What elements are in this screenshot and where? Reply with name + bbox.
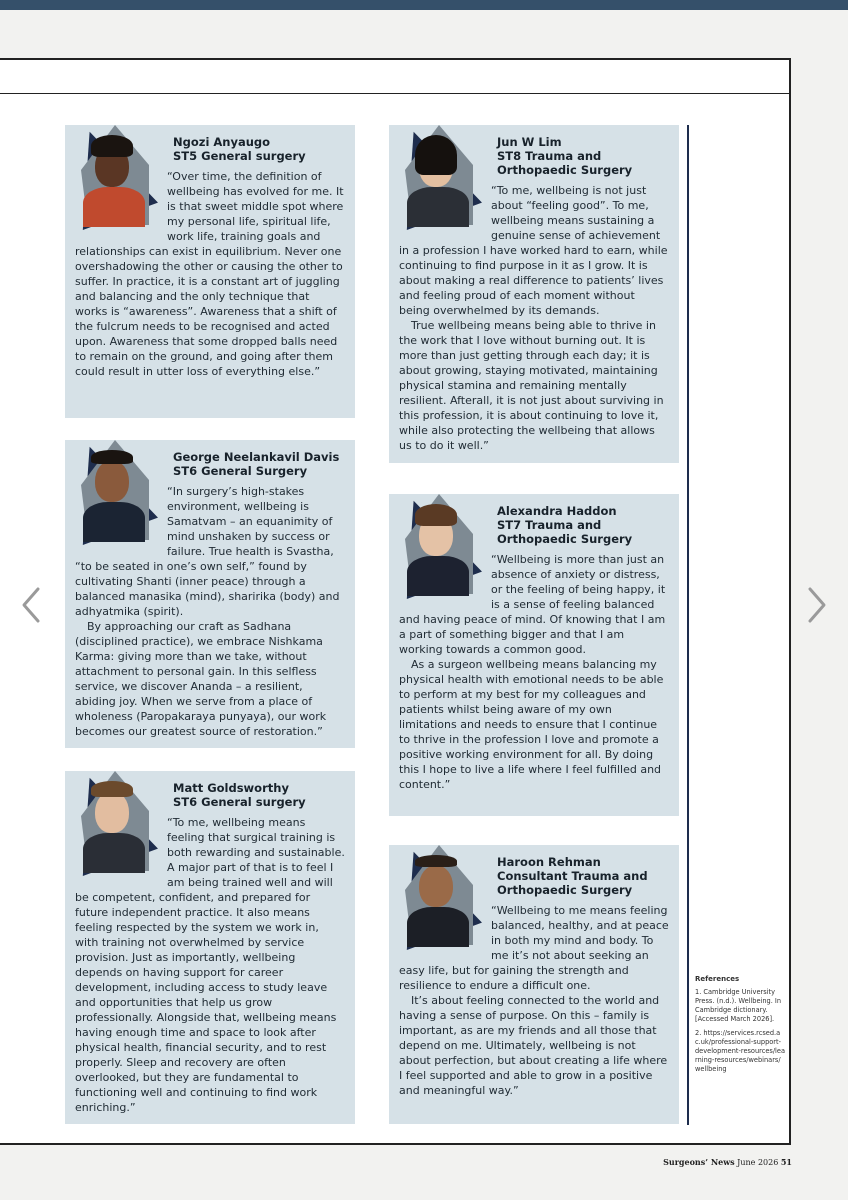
header-rule: [0, 93, 791, 94]
profile-card: [65, 771, 355, 1124]
quote-paragraph: “To me, wellbeing means feeling that surgical training is both rewarding and sustainable. A major part of that is to feel I am being trained well and will be competent, confident, and prepared for future independent practice. It also means feeling respected by the system we work in, with training not overwhelmed by service provision. Just as importantly, wellbeing depends on having support for career development, including access to study leave and opportunities that help us grow professionally. Alongside that, wellbeing means having enough time and space to look after physical health, financial security, and to rest properly. Sleep and recovery are often overlooked, but they are fundamental to functioning well and continuing to find work enriching.”: [75, 816, 345, 1114]
person-name: Haroon Rehman: [497, 855, 601, 869]
portrait-photo: [383, 845, 483, 955]
next-page-button[interactable]: [806, 585, 828, 625]
person-name: Jun W Lim: [497, 135, 562, 149]
profile-card: [389, 125, 679, 463]
references: [695, 975, 785, 1079]
portrait-photo: [59, 125, 159, 235]
profile-card: [65, 440, 355, 748]
references-heading: References: [695, 975, 740, 983]
person-role: ST5 General surgery: [173, 149, 306, 163]
portrait-photo: [383, 494, 483, 604]
chevron-right-icon: [806, 585, 828, 625]
person-role: ST7 Trauma and Orthopaedic Surgery: [497, 518, 633, 546]
person-name: Matt Goldsworthy: [173, 781, 289, 795]
issue-date: June 2026: [737, 1158, 779, 1167]
quote-paragraph: “To me, wellbeing is not just about “feeling good”. To me, wellbeing means sustaining a genuine sense of achievement in a profession I have worked hard to earn, while continuing to find purpose in it as I grow. It is about making a real difference to patients’ lives and feeling proud of each moment without being overwhelmed by its demands.: [399, 184, 668, 317]
reference-item: 2. https://services.rcsed.ac.uk/professional-support-development-resources/learning-resources/webinars/wellbeing: [695, 1029, 785, 1073]
person-name: Alexandra Haddon: [497, 504, 617, 518]
portrait-photo: [59, 771, 159, 881]
quote-paragraph: It’s about feeling connected to the world and having a sense of purpose. On this – family is important, as are my friends and all those that depend on me. Ultimately, wellbeing is not about perfection, but about creating a life where I feel supported and able to grow in a positive and meaningful way.”: [399, 994, 668, 1097]
page-number: 51: [780, 1157, 792, 1167]
profile-card: [389, 845, 679, 1124]
chevron-left-icon: [20, 585, 42, 625]
person-role: ST8 Trauma and Orthopaedic Surgery: [497, 149, 633, 177]
quote-paragraph: “Over time, the definition of wellbeing has evolved for me. It is that sweet middle spot where my personal life, spiritual life, work life, training goals and relationships can exist in equilibrium. Never one overshadowing the other or causing the other to suffer. In practice, it is a constant art of juggling and balancing and the only technique that works is “awareness”. Awareness that a shift of the fulcrum needs to be recognised and acted upon. Awareness that some dropped balls need to remain on the ground, and going after them could result in utter loss of everything else.”: [75, 170, 344, 378]
portrait-photo: [59, 440, 159, 550]
column-divider: [687, 125, 689, 1125]
quote-paragraph: True wellbeing means being able to thrive in the work that I love without burning out. It is more than just getting through each day; it is about growing, staying motivated, maintaining physical stamina and remaining mentally resilient. Afterall, it is not just about surviving in this profession, it is about continuing to love it, while also protecting the wellbeing that allows us to do it well.”: [399, 319, 664, 452]
reference-item: 1. Cambridge University Press. (n.d.). Wellbeing. In Cambridge dictionary. [Accessed March 2026].: [695, 988, 782, 1023]
quote-paragraph: “Wellbeing to me means feeling balanced, healthy, and at peace in both my mind and body. To me it’s not about seeking an easy life, but for gaining the strength and resilience to endure a difficult one.: [399, 904, 669, 992]
profile-card: [65, 125, 355, 418]
portrait-photo: [383, 125, 483, 235]
person-role: Consultant Trauma and Orthopaedic Surgery: [497, 869, 648, 897]
person-role: ST6 General surgery: [173, 795, 306, 809]
prev-page-button[interactable]: [20, 585, 42, 625]
page-footer: [663, 1157, 792, 1167]
quote-paragraph: By approaching our craft as Sadhana (disciplined practice), we embrace Nishkama Karma: giving more than we take, without attachment to personal gain. In this selfless service, we discover Ananda – a resilient, abiding joy. When we serve from a place of wholeness (Paropakaraya punyaya), our work becomes our greatest source of restoration.”: [75, 620, 327, 738]
person-name: George Neelankavil Davis: [173, 450, 340, 464]
top-bar: [0, 0, 848, 10]
quote-paragraph: “Wellbeing is more than just an absence of anxiety or distress, or the feeling of being happy, it is a sense of feeling balanced and having peace of mind. Of knowing that I am a part of something bigger and that I am working towards a common good.: [399, 553, 666, 656]
quote-paragraph: As a surgeon wellbeing means balancing my physical health with emotional needs to be able to perform at my best for my colleagues and patients whilst being aware of my own limitations and needs to ensure that I continue to thrive in the profession I love and promote a positive working environment for all. By doing this I hope to live a life where I feel fulfilled and content.”: [399, 658, 664, 791]
profile-card: [389, 494, 679, 816]
quote-paragraph: “In surgery’s high-stakes environment, wellbeing is Samatvam – an equanimity of mind unshaken by success or failure. True health is Svastha, “to be seated in one’s own self,” found by cultivating Shanti (inner peace) through a balanced manasika (mind), sharirika (body) and adhyatmika (spirit).: [75, 485, 340, 618]
person-name: Ngozi Anyaugo: [173, 135, 271, 149]
publication-name: Surgeons’ News: [663, 1157, 735, 1167]
person-role: ST6 General Surgery: [173, 464, 308, 478]
